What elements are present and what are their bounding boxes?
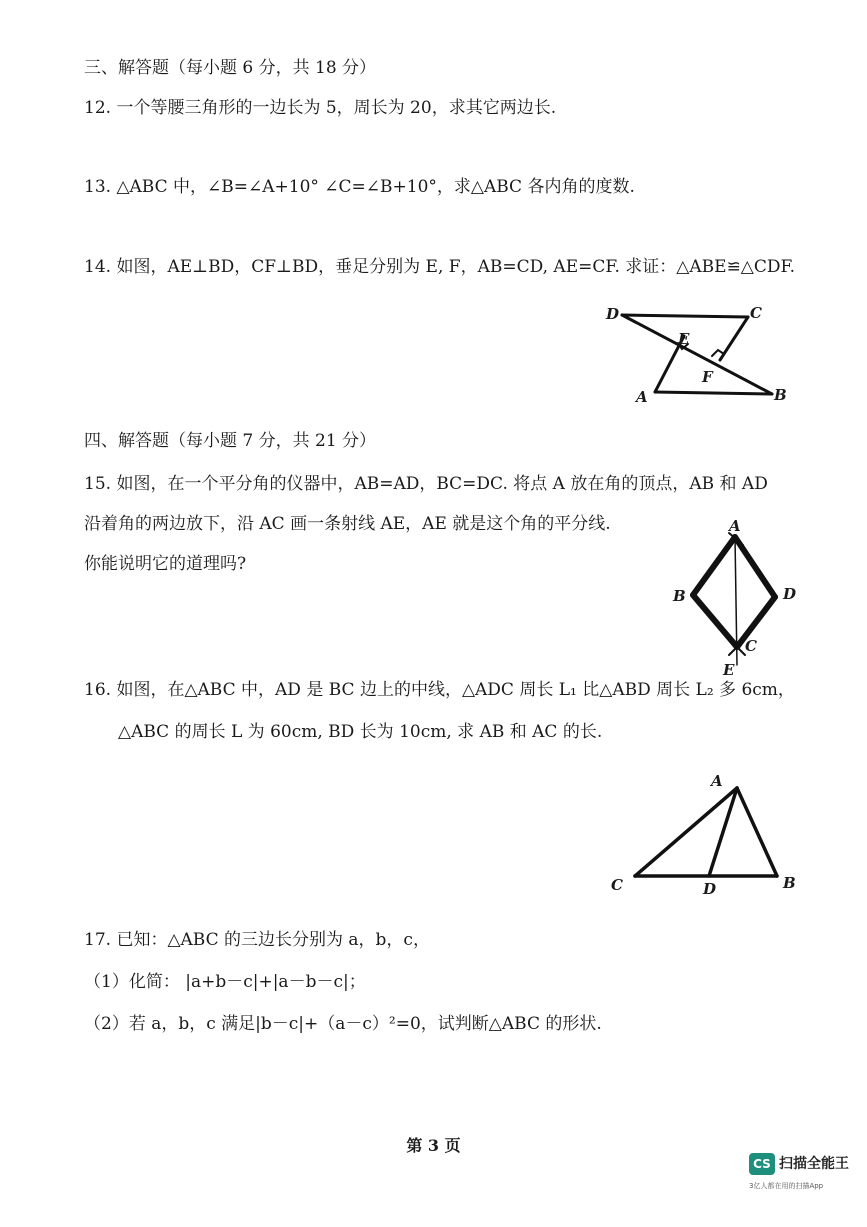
q15-figure [665,515,805,680]
section-4-heading: 四、解答题（每小题 7 分，共 21 分） [84,431,377,451]
arm-ab [693,537,735,595]
question-15-line-2: 沿着角的两边放下，沿 AC 画一条射线 AE，AE 就是这个角的平分线. [84,514,611,534]
q14-label-e: E [678,330,690,348]
q15-label-c: C [745,637,757,655]
arm-ad [735,537,775,597]
q15-label-a: A [729,517,741,535]
question-15-line-3: 你能说明它的道理吗? [84,554,247,574]
camscanner-logo-icon: CS [749,1153,775,1175]
segment-dc [622,315,748,317]
page-number: 第 3 页 [406,1136,461,1155]
q16-figure [605,770,805,900]
question-17-line-3: （2）若 a，b，c 满足|b－c|+（a－c）²=0，试判断△ABC 的形状. [84,1014,602,1034]
question-16-line-1: 16. 如图，在△ABC 中，AD 是 BC 边上的中线，△ADC 周长 L₁ 比△ABD 周长 L₂ 多 6cm， [84,680,795,700]
question-12: 12. 一个等腰三角形的一边长为 5，周长为 20，求其它两边长. [84,98,557,118]
segment-db [622,315,772,394]
camscanner-name: 扫描全能王 [779,1156,849,1172]
q15-label-b: B [673,587,686,605]
question-13: 13. △ABC 中，∠B=∠A+10° ∠C=∠B+10°，求△ABC 各内角的度数. [84,177,635,197]
q14-label-a: A [636,388,648,406]
segment-ab [655,392,772,394]
q15-label-e: E [723,661,735,679]
q16-label-d: D [703,880,717,898]
side-ab [737,788,777,876]
question-15-line-1: 15. 如图，在一个平分角的仪器中，AB=AD，BC=DC. 将点 A 放在角的顶点，AB 和 AD [84,474,768,494]
q14-label-d: D [606,305,620,323]
q15-label-d: D [783,585,797,603]
q14-label-c: C [750,304,762,322]
q14-label-b: B [774,386,787,404]
question-17-line-1: 17. 已知：△ABC 的三边长分别为 a，b，c， [84,930,430,950]
camscanner-watermark [745,1151,863,1217]
question-14: 14. 如图，AE⊥BD，CF⊥BD，垂足分别为 E, F，AB=CD, AE=CF. 求证：△ABE≌△CDF. [84,257,796,277]
q14-figure [600,298,800,408]
q16-label-b: B [783,874,796,892]
question-16-line-2: △ABC 的周长 L 为 60cm, BD 长为 10cm, 求 AB 和 AC 的长. [118,722,603,742]
q16-label-c: C [611,876,623,894]
question-17-line-2: （1）化简： |a+b－c|+|a－b－c|； [84,972,366,992]
section-3-heading: 三、解答题（每小题 6 分，共 18 分） [84,58,377,78]
camscanner-tagline: 3亿人都在用的扫描App [749,1182,824,1190]
q16-label-a: A [711,772,723,790]
q14-label-f: F [702,368,713,386]
